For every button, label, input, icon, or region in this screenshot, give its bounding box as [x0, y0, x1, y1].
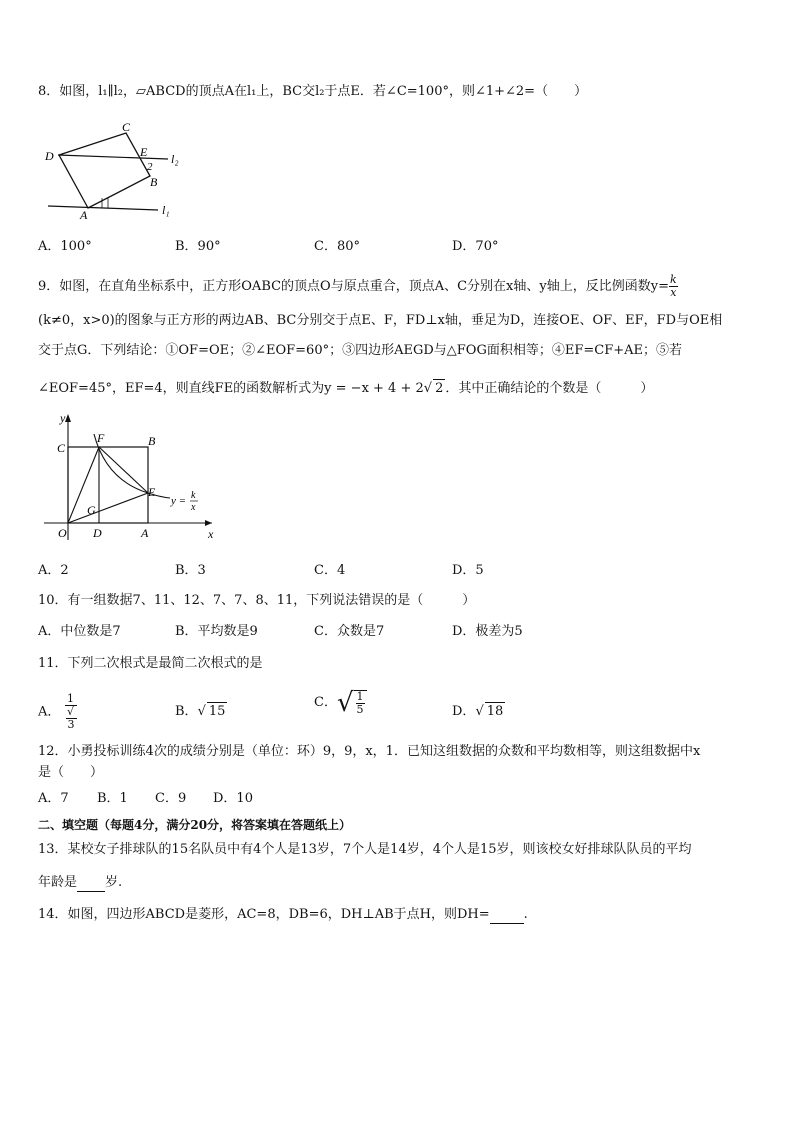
q10-option-d[interactable]: D．极差为5 — [452, 624, 523, 639]
frac-num: k — [669, 273, 677, 286]
q8-option-d[interactable]: D．70° — [452, 239, 499, 254]
label-curve-x: x — [191, 502, 196, 513]
q11-c-den: 5 — [356, 703, 364, 716]
q10-option-a[interactable]: A．中位数是7 — [38, 624, 121, 639]
q11-c-fraction — [354, 690, 367, 716]
q14-answer-blank[interactable] — [490, 909, 524, 924]
q9-figure — [40, 410, 225, 545]
line-l2 — [58, 155, 168, 159]
q12-option-a[interactable]: A．7 — [38, 791, 69, 806]
q11-option-a[interactable] — [38, 693, 77, 731]
label-D: D — [45, 149, 54, 163]
q11-c-num: 1 — [356, 690, 364, 703]
label-F: F — [97, 431, 105, 445]
q9-line1 — [38, 274, 678, 299]
q9-line4 — [38, 379, 653, 398]
label-A: A — [80, 208, 88, 222]
q13-line2-a: 年龄是 — [38, 875, 78, 890]
label-A: A — [141, 526, 149, 540]
curve-y-k-over-x — [94, 434, 170, 498]
q12-line1: 12．小勇投标训练4次的成绩分别是（单位：环）9，9，x，1．已知这组数据的众数和平均数相等，则这组数据中x — [38, 744, 701, 759]
label-E: E — [140, 145, 148, 159]
q11-option-d[interactable] — [452, 702, 505, 721]
q12-option-c[interactable]: C．9 — [155, 791, 187, 806]
q9-line4-b: ．其中正确结论的个数是（ ） — [445, 381, 654, 396]
label-2: 2 — [147, 161, 153, 173]
label-B: B — [148, 434, 156, 448]
q11-d-rad: 18 — [486, 704, 504, 719]
q11-option-b[interactable] — [175, 702, 227, 721]
label-C: C — [122, 120, 131, 134]
q11-stem: 11．下列二次根式是最简二次根式的是 — [38, 656, 263, 671]
x-axis-arrow-icon — [205, 520, 212, 526]
q13-line2 — [38, 874, 122, 892]
q9-option-c[interactable]: C．4 — [314, 563, 346, 578]
q8-option-a[interactable]: A．100° — [38, 239, 92, 254]
label-l1: l₁ — [162, 203, 170, 217]
label-O: O — [58, 526, 67, 540]
y-axis-arrow-icon — [65, 414, 71, 422]
q14-stem-b: . — [523, 907, 528, 922]
q11-a-fraction — [65, 693, 77, 731]
q14-stem-a: 14．如图，四边形ABCD是菱形，AC=8，DB=6，DH⊥AB于点H，则DH= — [38, 907, 490, 922]
parallelogram — [59, 133, 150, 208]
q9-line1-text: 9．如图，在直角坐标系中，正方形OABC的顶点O与原点重合，顶点A、C分别在x轴、y轴上，反比例函数y= — [38, 279, 669, 294]
q11-c-label: C． — [314, 695, 337, 710]
label-x: x — [208, 527, 214, 541]
q8-figure — [40, 118, 190, 223]
q11-b-label: B． — [175, 704, 198, 719]
label-l2: l₂ — [171, 152, 179, 166]
q12-option-b[interactable]: B．1 — [97, 791, 128, 806]
sqrt-icon: √ — [336, 688, 354, 718]
q11-a-rad: 3 — [67, 718, 75, 731]
sqrt-icon: √ — [475, 704, 484, 719]
q9-fraction — [669, 274, 678, 299]
q10-option-c[interactable]: C．众数是7 — [314, 624, 385, 639]
label-G: G — [87, 503, 96, 517]
label-B: B — [150, 175, 158, 189]
label-curve-k: k — [191, 490, 196, 501]
q12-option-d[interactable]: D．10 — [213, 791, 253, 806]
label-curve: y = — [171, 495, 187, 507]
q11-a-num: 1 — [65, 693, 77, 706]
label-y: y — [60, 411, 66, 425]
q11-b-rad: 15 — [208, 704, 226, 719]
q13-line2-b: 岁. — [105, 875, 123, 890]
q11-a-label: A． — [38, 704, 61, 720]
q8-option-c[interactable]: C．80° — [314, 239, 360, 254]
q9-option-b[interactable]: B．3 — [175, 563, 206, 578]
label-E: E — [148, 485, 156, 499]
q8-stem: 8．如图，l₁∥l₂，▱ABCD的顶点A在l₁上，BC交l₂于点E．若∠C=100°，则∠1+∠2=（ ） — [38, 84, 588, 99]
section-2-title: 二、填空题（每题4分，满分20分，将答案填在答题纸上） — [38, 818, 352, 832]
sqrt-icon: √ — [197, 704, 206, 719]
q9-line2: (k≠0，x>0)的图象与正方形的两边AB、BC分别交于点E、F，FD⊥x轴，垂足为D，连接OE、OF、EF，FD与OE相 — [38, 313, 723, 328]
frac-den: x — [670, 286, 677, 299]
label-C: C — [57, 441, 66, 455]
q14-stem — [38, 906, 528, 924]
q10-option-b[interactable]: B．平均数是9 — [175, 624, 258, 639]
segment-OE — [68, 493, 148, 523]
label-D: D — [93, 526, 102, 540]
square-OABC — [68, 447, 148, 523]
sqrt-icon: √ — [67, 705, 75, 718]
q13-answer-blank[interactable] — [77, 877, 105, 892]
q9-option-a[interactable]: A．2 — [38, 563, 69, 578]
q11-d-label: D． — [452, 704, 476, 719]
q9-line4-rad: 2 — [435, 381, 444, 396]
q11-option-c[interactable] — [314, 690, 367, 716]
sqrt-icon: √ — [423, 381, 433, 396]
segment-EF — [99, 447, 148, 493]
q13-line1: 13．某校女子排球队的15名队员中有4个人是13岁，7个人是14岁，4个人是15岁，则该校女好排球队队员的平均 — [38, 842, 692, 857]
q12-line2: 是（ ） — [38, 765, 104, 780]
q10-stem: 10．有一组数据7、11、12、7、7、8、11，下列说法错误的是（ ） — [38, 593, 476, 608]
q9-line4-a: ∠EOF=45°，EF=4，则直线FE的函数解析式为y = −x + 4 + 2 — [38, 381, 424, 396]
q9-option-d[interactable]: D．5 — [452, 563, 484, 578]
line-l1 — [48, 206, 158, 210]
q8-option-b[interactable]: B．90° — [175, 239, 221, 254]
q9-line3: 交于点G．下列结论：①OF=OE；②∠EOF=60°；③四边形AEGD与△FOG面积相等；④EF=CF+AE；⑤若 — [38, 343, 682, 358]
